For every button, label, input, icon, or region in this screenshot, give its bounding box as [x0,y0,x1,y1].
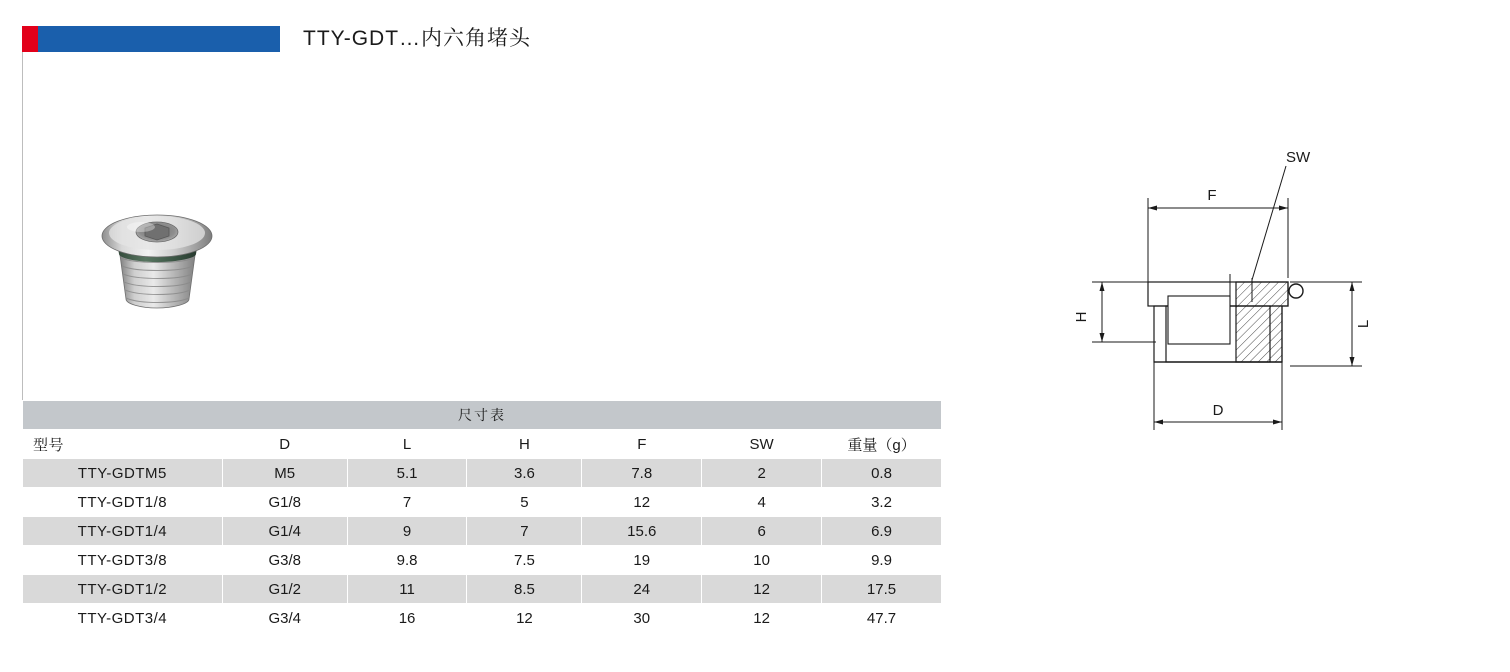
cell-model: TTY-GDTM5 [23,459,223,488]
dim-label-f: F [1207,187,1217,204]
cell-l: 9 [347,517,467,546]
cell-sw: 2 [702,459,822,488]
cell-model: TTY-GDT1/2 [23,575,223,604]
cell-l: 5.1 [347,459,467,488]
table-header-row [23,430,942,459]
header-red-accent [22,26,38,52]
cell-sw: 10 [702,546,822,575]
cell-model: TTY-GDT3/4 [23,604,223,633]
cell-weight: 6.9 [822,517,942,546]
column-header-weight: 重量（g） [822,430,942,459]
cell-weight: 47.7 [822,604,942,633]
header-color-bar [22,26,280,52]
cell-d: G1/2 [222,575,347,604]
cell-d: M5 [222,459,347,488]
cell-h: 7.5 [467,546,582,575]
cell-l: 16 [347,604,467,633]
page-title: TTY-GDT…内六角堵头 [303,27,532,50]
dimension-table [22,400,942,633]
column-header-h: H [467,430,582,459]
cell-l: 7 [347,488,467,517]
dim-label-sw: SW [1286,149,1311,166]
dim-label-d: D [1212,402,1224,419]
cell-l: 9.8 [347,546,467,575]
cell-d: G3/4 [222,604,347,633]
column-header-d: D [222,430,347,459]
table-row [23,517,942,546]
table-caption: 尺寸表 [23,401,942,430]
table-row [23,604,942,633]
cell-h: 7 [467,517,582,546]
column-header-model: 型号 [23,430,223,459]
table-row [23,488,942,517]
column-header-l: L [347,430,467,459]
left-vertical-rule [22,52,23,400]
dim-label-h: H [1073,311,1090,323]
cell-sw: 4 [702,488,822,517]
cell-f: 15.6 [582,517,702,546]
cell-f: 7.8 [582,459,702,488]
cell-sw: 12 [702,604,822,633]
table-row [23,575,942,604]
cell-h: 5 [467,488,582,517]
technical-drawing [1040,130,1430,460]
cell-f: 30 [582,604,702,633]
cell-f: 19 [582,546,702,575]
column-header-f: F [582,430,702,459]
cell-model: TTY-GDT3/8 [23,546,223,575]
cell-l: 11 [347,575,467,604]
column-header-sw: SW [702,430,822,459]
dimension-table-wrapper [22,400,942,633]
cell-d: G1/4 [222,517,347,546]
product-photo [95,196,220,311]
cell-weight: 9.9 [822,546,942,575]
cell-h: 8.5 [467,575,582,604]
cell-f: 24 [582,575,702,604]
header-blue-bar [38,26,280,52]
dim-label-l: L [1355,319,1372,329]
cell-h: 3.6 [467,459,582,488]
cell-weight: 17.5 [822,575,942,604]
cell-weight: 3.2 [822,488,942,517]
cell-weight: 0.8 [822,459,942,488]
cell-sw: 12 [702,575,822,604]
cell-h: 12 [467,604,582,633]
cell-d: G3/8 [222,546,347,575]
cell-sw: 6 [702,517,822,546]
table-row [23,546,942,575]
table-row [23,459,942,488]
cell-model: TTY-GDT1/4 [23,517,223,546]
table-caption-row [23,401,942,430]
cell-d: G1/8 [222,488,347,517]
cell-f: 12 [582,488,702,517]
cell-model: TTY-GDT1/8 [23,488,223,517]
